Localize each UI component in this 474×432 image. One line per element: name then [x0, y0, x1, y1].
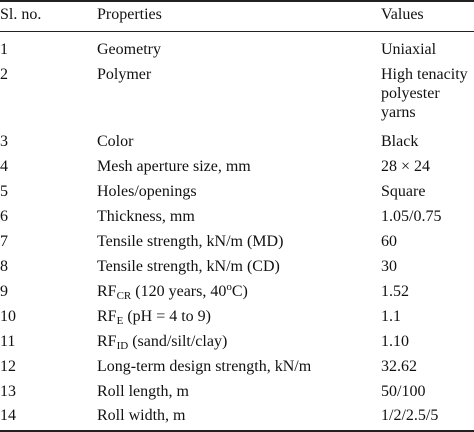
- row-sl: 1: [0, 41, 8, 58]
- row-property: Tensile strength, kN/m (MD): [97, 233, 284, 250]
- row-value: 1/2/2.5/5: [381, 407, 439, 424]
- row-value: 60: [381, 233, 397, 250]
- row-value: 1.05/0.75: [381, 208, 442, 225]
- row-value: 32.62: [381, 358, 417, 375]
- row-property: Roll width, m: [97, 407, 186, 424]
- row-property: Thickness, mm: [97, 208, 195, 225]
- row-sl: 12: [0, 358, 16, 375]
- row-property: [97, 282, 248, 301]
- row-property: Color: [97, 133, 134, 150]
- row-value: 50/100: [381, 383, 426, 400]
- rf-subscript: E: [116, 315, 124, 327]
- header-rule: [0, 31, 474, 32]
- row-property: Mesh aperture size, mm: [97, 158, 251, 175]
- row-property: [97, 332, 227, 351]
- header-sl-no: Sl. no.: [0, 6, 42, 23]
- row-property: Tensile strength, kN/m (CD): [97, 258, 280, 275]
- rf-label: RF: [97, 283, 117, 300]
- row-sl: 10: [0, 308, 16, 325]
- row-sl: 11: [0, 333, 16, 350]
- row-property: Roll length, m: [97, 383, 189, 400]
- rf-subscript: CR: [116, 290, 132, 302]
- rf-label: RF: [97, 333, 117, 350]
- row-sl: 8: [0, 258, 8, 275]
- row-sl: 7: [0, 233, 8, 250]
- row-value: High tenacity polyester yarns: [381, 66, 468, 121]
- rf-subscript: ID: [116, 340, 129, 352]
- row-property: Holes/openings: [97, 183, 197, 200]
- row-sl: 4: [0, 158, 8, 175]
- header-values: Values: [381, 6, 424, 23]
- rf-condition: (sand/silt/clay): [128, 333, 228, 350]
- row-value: 1.1: [381, 308, 401, 325]
- row-property: Geometry: [97, 41, 161, 58]
- table-top-rule: [0, 0, 474, 2]
- rf-condition: (120 years, 40: [131, 283, 227, 300]
- rf-label: RF: [97, 308, 117, 325]
- row-value: Square: [381, 183, 426, 200]
- row-property: Polymer: [97, 66, 152, 83]
- row-sl: 5: [0, 183, 8, 200]
- row-value: Black: [381, 133, 419, 150]
- row-sl: 2: [0, 66, 8, 83]
- row-property: [97, 307, 211, 326]
- degree-superscript: o: [226, 281, 232, 293]
- row-sl: 14: [0, 407, 16, 424]
- row-value: 30: [381, 258, 397, 275]
- row-value: 1.10: [381, 333, 409, 350]
- row-sl: 9: [0, 283, 8, 300]
- rf-condition-end: C): [231, 283, 248, 300]
- rf-condition: (pH = 4 to 9): [123, 308, 211, 325]
- header-properties: Properties: [97, 6, 162, 23]
- row-value: Uniaxial: [381, 41, 437, 58]
- row-property: Long-term design strength, kN/m: [97, 358, 312, 375]
- row-sl: 6: [0, 208, 8, 225]
- row-sl: 13: [0, 383, 16, 400]
- row-sl: 3: [0, 133, 8, 150]
- row-value: 28 × 24: [381, 158, 431, 175]
- row-value: 1.52: [381, 283, 409, 300]
